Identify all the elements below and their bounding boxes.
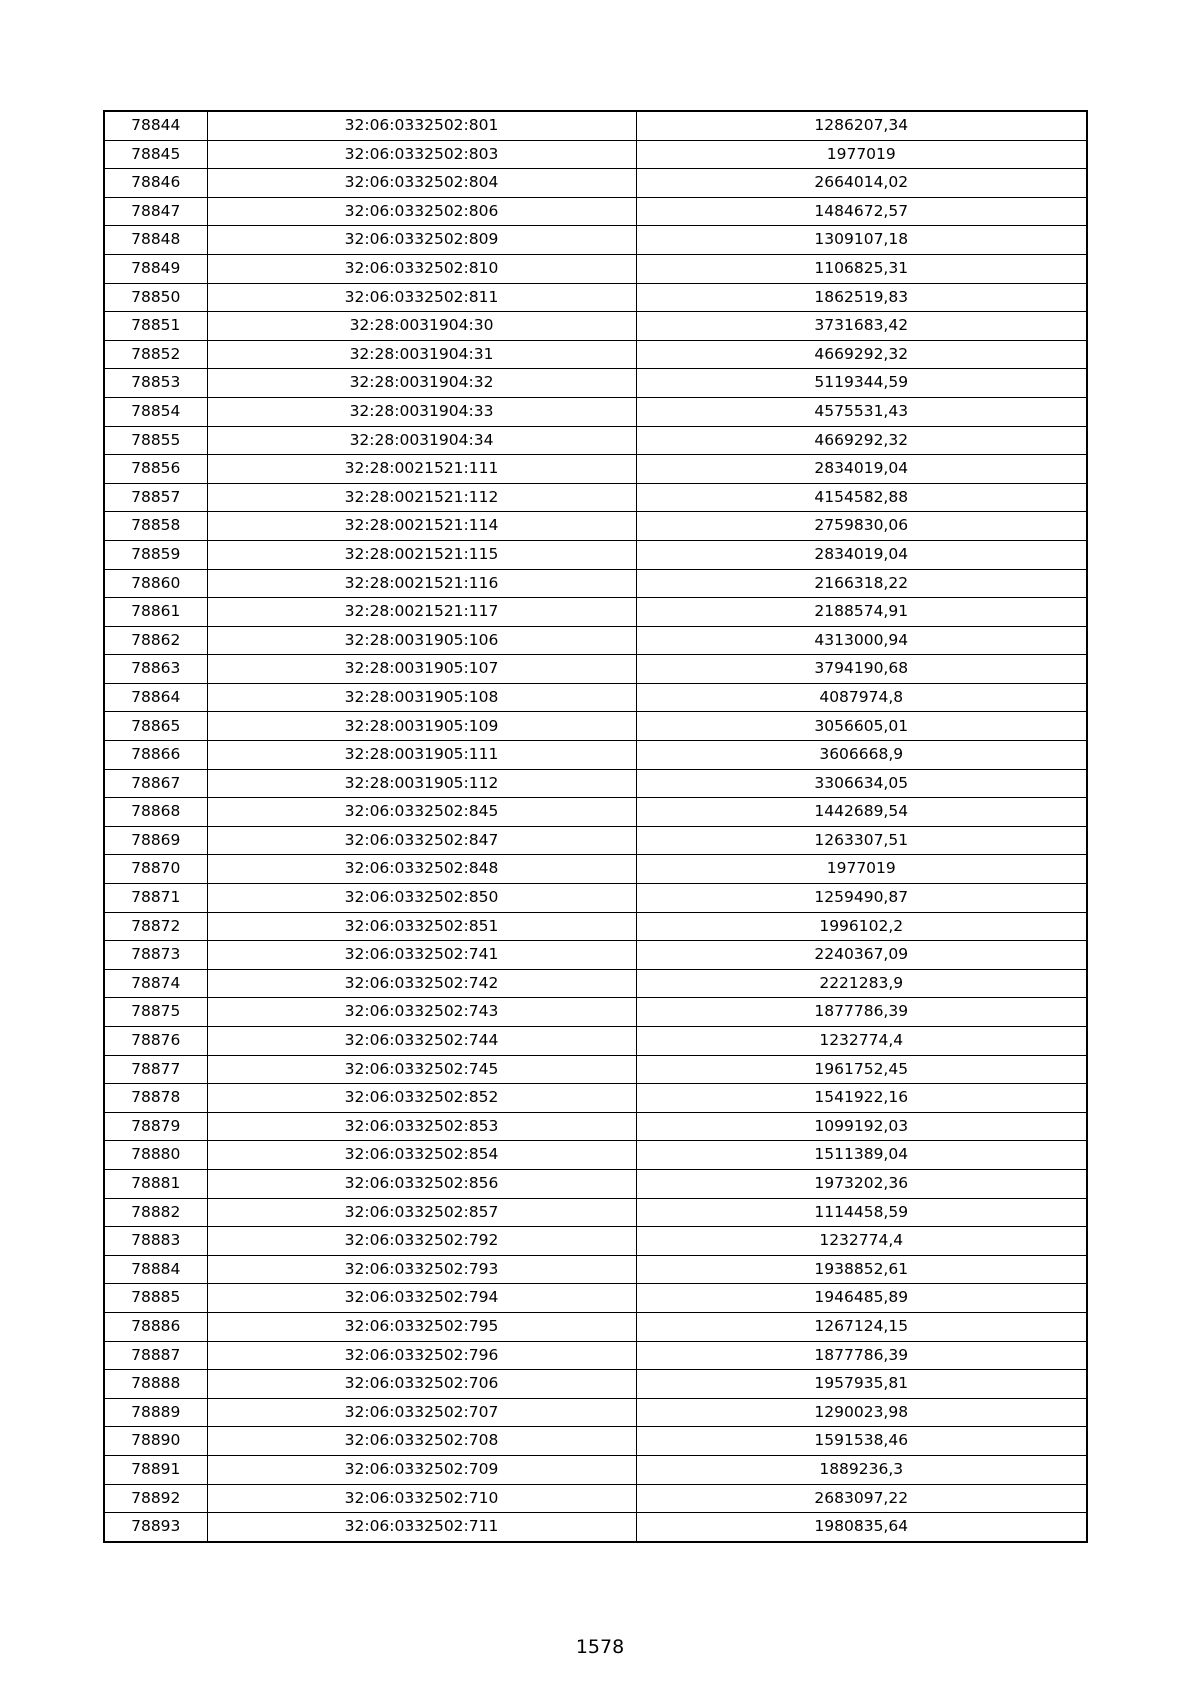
cadastral-number-cell: 32:28:0021521:115 bbox=[207, 540, 636, 569]
row-number-cell: 78890 bbox=[104, 1427, 207, 1456]
row-number-cell: 78852 bbox=[104, 340, 207, 369]
cadastral-value-cell: 1442689,54 bbox=[636, 798, 1087, 827]
cadastral-value-cell: 1263307,51 bbox=[636, 826, 1087, 855]
row-number-cell: 78862 bbox=[104, 626, 207, 655]
table-row bbox=[104, 369, 1087, 398]
cadastral-value-cell: 4669292,32 bbox=[636, 426, 1087, 455]
row-number-cell: 78874 bbox=[104, 969, 207, 998]
row-number-cell: 78879 bbox=[104, 1112, 207, 1141]
row-number-cell: 78844 bbox=[104, 111, 207, 140]
cadastral-number-cell: 32:28:0021521:114 bbox=[207, 512, 636, 541]
row-number-cell: 78870 bbox=[104, 855, 207, 884]
cadastral-value-cell: 1286207,34 bbox=[636, 111, 1087, 140]
cadastral-value-cell: 1267124,15 bbox=[636, 1312, 1087, 1341]
cadastral-number-cell: 32:06:0332502:792 bbox=[207, 1227, 636, 1256]
cadastral-number-cell: 32:06:0332502:742 bbox=[207, 969, 636, 998]
cadastral-value-cell: 1099192,03 bbox=[636, 1112, 1087, 1141]
table-row bbox=[104, 140, 1087, 169]
cadastral-value-cell: 5119344,59 bbox=[636, 369, 1087, 398]
table-row bbox=[104, 712, 1087, 741]
cadastral-value-cell: 2240367,09 bbox=[636, 941, 1087, 970]
cadastral-value-cell: 1977019 bbox=[636, 855, 1087, 884]
row-number-cell: 78868 bbox=[104, 798, 207, 827]
row-number-cell: 78888 bbox=[104, 1370, 207, 1399]
table-body bbox=[104, 111, 1087, 1542]
cadastral-number-cell: 32:28:0031905:106 bbox=[207, 626, 636, 655]
table-row bbox=[104, 111, 1087, 140]
row-number-cell: 78857 bbox=[104, 483, 207, 512]
table-row bbox=[104, 1198, 1087, 1227]
table-row bbox=[104, 1341, 1087, 1370]
table-row bbox=[104, 1513, 1087, 1542]
cadastral-value-cell: 3056605,01 bbox=[636, 712, 1087, 741]
cadastral-number-cell: 32:06:0332502:744 bbox=[207, 1027, 636, 1056]
cadastral-number-cell: 32:28:0031904:30 bbox=[207, 312, 636, 341]
table-row bbox=[104, 1398, 1087, 1427]
cadastral-number-cell: 32:28:0031905:107 bbox=[207, 655, 636, 684]
row-number-cell: 78854 bbox=[104, 397, 207, 426]
row-number-cell: 78848 bbox=[104, 226, 207, 255]
cadastral-value-cell: 3794190,68 bbox=[636, 655, 1087, 684]
row-number-cell: 78845 bbox=[104, 140, 207, 169]
cadastral-number-cell: 32:28:0031904:33 bbox=[207, 397, 636, 426]
row-number-cell: 78873 bbox=[104, 941, 207, 970]
table-row bbox=[104, 569, 1087, 598]
cadastral-value-cell: 4087974,8 bbox=[636, 683, 1087, 712]
table-row bbox=[104, 1141, 1087, 1170]
cadastral-value-cell: 1309107,18 bbox=[636, 226, 1087, 255]
cadastral-number-cell: 32:06:0332502:852 bbox=[207, 1084, 636, 1113]
cadastral-number-cell: 32:06:0332502:793 bbox=[207, 1255, 636, 1284]
row-number-cell: 78856 bbox=[104, 455, 207, 484]
row-number-cell: 78853 bbox=[104, 369, 207, 398]
table-row bbox=[104, 655, 1087, 684]
cadastral-number-cell: 32:28:0031904:34 bbox=[207, 426, 636, 455]
cadastral-value-cell: 1484672,57 bbox=[636, 197, 1087, 226]
row-number-cell: 78849 bbox=[104, 254, 207, 283]
cadastral-value-cell: 1259490,87 bbox=[636, 884, 1087, 913]
cadastral-number-cell: 32:06:0332502:796 bbox=[207, 1341, 636, 1370]
cadastral-number-cell: 32:28:0031905:111 bbox=[207, 741, 636, 770]
cadastral-number-cell: 32:28:0031904:31 bbox=[207, 340, 636, 369]
cadastral-value-cell: 1232774,4 bbox=[636, 1227, 1087, 1256]
cadastral-number-cell: 32:06:0332502:741 bbox=[207, 941, 636, 970]
cadastral-value-cell: 2683097,22 bbox=[636, 1484, 1087, 1513]
table-row bbox=[104, 1284, 1087, 1313]
cadastral-number-cell: 32:06:0332502:854 bbox=[207, 1141, 636, 1170]
cadastral-number-cell: 32:06:0332502:710 bbox=[207, 1484, 636, 1513]
cadastral-value-cell: 1973202,36 bbox=[636, 1169, 1087, 1198]
row-number-cell: 78846 bbox=[104, 169, 207, 198]
table-row bbox=[104, 1169, 1087, 1198]
table-row bbox=[104, 340, 1087, 369]
table-row bbox=[104, 912, 1087, 941]
table-row bbox=[104, 1055, 1087, 1084]
row-number-cell: 78882 bbox=[104, 1198, 207, 1227]
table-row bbox=[104, 1255, 1087, 1284]
cadastral-number-cell: 32:06:0332502:707 bbox=[207, 1398, 636, 1427]
table-row bbox=[104, 826, 1087, 855]
cadastral-number-cell: 32:06:0332502:809 bbox=[207, 226, 636, 255]
row-number-cell: 78851 bbox=[104, 312, 207, 341]
row-number-cell: 78850 bbox=[104, 283, 207, 312]
table-row bbox=[104, 941, 1087, 970]
cadastral-number-cell: 32:28:0021521:116 bbox=[207, 569, 636, 598]
table-row bbox=[104, 884, 1087, 913]
cadastral-number-cell: 32:06:0332502:845 bbox=[207, 798, 636, 827]
table-row bbox=[104, 512, 1087, 541]
table-row bbox=[104, 626, 1087, 655]
table-row bbox=[104, 1312, 1087, 1341]
cadastral-value-cell: 2221283,9 bbox=[636, 969, 1087, 998]
table-row bbox=[104, 283, 1087, 312]
table-row bbox=[104, 1084, 1087, 1113]
cadastral-value-cell: 1946485,89 bbox=[636, 1284, 1087, 1313]
row-number-cell: 78876 bbox=[104, 1027, 207, 1056]
row-number-cell: 78858 bbox=[104, 512, 207, 541]
cadastral-number-cell: 32:06:0332502:853 bbox=[207, 1112, 636, 1141]
table-row bbox=[104, 254, 1087, 283]
cadastral-value-cell: 3606668,9 bbox=[636, 741, 1087, 770]
table-row bbox=[104, 1427, 1087, 1456]
cadastral-value-table bbox=[103, 110, 1088, 1543]
row-number-cell: 78859 bbox=[104, 540, 207, 569]
cadastral-value-cell: 1862519,83 bbox=[636, 283, 1087, 312]
table-row bbox=[104, 1484, 1087, 1513]
cadastral-value-cell: 2834019,04 bbox=[636, 540, 1087, 569]
cadastral-number-cell: 32:06:0332502:711 bbox=[207, 1513, 636, 1542]
row-number-cell: 78872 bbox=[104, 912, 207, 941]
row-number-cell: 78878 bbox=[104, 1084, 207, 1113]
cadastral-value-cell: 1957935,81 bbox=[636, 1370, 1087, 1399]
table-row bbox=[104, 455, 1087, 484]
table-row bbox=[104, 769, 1087, 798]
row-number-cell: 78877 bbox=[104, 1055, 207, 1084]
cadastral-value-cell: 3731683,42 bbox=[636, 312, 1087, 341]
row-number-cell: 78893 bbox=[104, 1513, 207, 1542]
table-row bbox=[104, 197, 1087, 226]
cadastral-number-cell: 32:06:0332502:851 bbox=[207, 912, 636, 941]
table-row bbox=[104, 1027, 1087, 1056]
table-row bbox=[104, 540, 1087, 569]
table-row bbox=[104, 998, 1087, 1027]
row-number-cell: 78863 bbox=[104, 655, 207, 684]
cadastral-number-cell: 32:06:0332502:850 bbox=[207, 884, 636, 913]
cadastral-number-cell: 32:28:0031905:109 bbox=[207, 712, 636, 741]
cadastral-value-cell: 1889236,3 bbox=[636, 1455, 1087, 1484]
table-row bbox=[104, 798, 1087, 827]
cadastral-number-cell: 32:06:0332502:706 bbox=[207, 1370, 636, 1399]
table-row bbox=[104, 1227, 1087, 1256]
cadastral-value-cell: 2188574,91 bbox=[636, 598, 1087, 627]
cadastral-number-cell: 32:06:0332502:847 bbox=[207, 826, 636, 855]
table-row bbox=[104, 969, 1087, 998]
cadastral-number-cell: 32:28:0021521:117 bbox=[207, 598, 636, 627]
table-row bbox=[104, 312, 1087, 341]
row-number-cell: 78881 bbox=[104, 1169, 207, 1198]
table-row bbox=[104, 741, 1087, 770]
row-number-cell: 78883 bbox=[104, 1227, 207, 1256]
cadastral-number-cell: 32:06:0332502:745 bbox=[207, 1055, 636, 1084]
row-number-cell: 78867 bbox=[104, 769, 207, 798]
cadastral-value-cell: 4154582,88 bbox=[636, 483, 1087, 512]
cadastral-number-cell: 32:06:0332502:801 bbox=[207, 111, 636, 140]
row-number-cell: 78855 bbox=[104, 426, 207, 455]
row-number-cell: 78887 bbox=[104, 1341, 207, 1370]
table-row bbox=[104, 397, 1087, 426]
table-row bbox=[104, 1370, 1087, 1399]
cadastral-value-cell: 2664014,02 bbox=[636, 169, 1087, 198]
page-number: 1578 bbox=[575, 1636, 625, 1658]
cadastral-value-cell: 3306634,05 bbox=[636, 769, 1087, 798]
table-row bbox=[104, 483, 1087, 512]
cadastral-number-cell: 32:28:0021521:112 bbox=[207, 483, 636, 512]
cadastral-value-cell: 1877786,39 bbox=[636, 998, 1087, 1027]
table-row bbox=[104, 855, 1087, 884]
cadastral-number-cell: 32:06:0332502:708 bbox=[207, 1427, 636, 1456]
cadastral-number-cell: 32:06:0332502:806 bbox=[207, 197, 636, 226]
cadastral-number-cell: 32:28:0031905:112 bbox=[207, 769, 636, 798]
cadastral-value-cell: 2834019,04 bbox=[636, 455, 1087, 484]
cadastral-value-cell: 2166318,22 bbox=[636, 569, 1087, 598]
cadastral-number-cell: 32:28:0021521:111 bbox=[207, 455, 636, 484]
row-number-cell: 78865 bbox=[104, 712, 207, 741]
cadastral-value-cell: 4575531,43 bbox=[636, 397, 1087, 426]
row-number-cell: 78869 bbox=[104, 826, 207, 855]
cadastral-value-cell: 4313000,94 bbox=[636, 626, 1087, 655]
row-number-cell: 78864 bbox=[104, 683, 207, 712]
table-row bbox=[104, 1112, 1087, 1141]
cadastral-number-cell: 32:06:0332502:795 bbox=[207, 1312, 636, 1341]
row-number-cell: 78847 bbox=[104, 197, 207, 226]
table-row bbox=[104, 426, 1087, 455]
table-row bbox=[104, 169, 1087, 198]
cadastral-number-cell: 32:06:0332502:857 bbox=[207, 1198, 636, 1227]
row-number-cell: 78860 bbox=[104, 569, 207, 598]
row-number-cell: 78885 bbox=[104, 1284, 207, 1313]
row-number-cell: 78875 bbox=[104, 998, 207, 1027]
cadastral-value-cell: 2759830,06 bbox=[636, 512, 1087, 541]
cadastral-number-cell: 32:06:0332502:794 bbox=[207, 1284, 636, 1313]
row-number-cell: 78871 bbox=[104, 884, 207, 913]
cadastral-number-cell: 32:06:0332502:743 bbox=[207, 998, 636, 1027]
cadastral-value-cell: 1977019 bbox=[636, 140, 1087, 169]
cadastral-number-cell: 32:06:0332502:804 bbox=[207, 169, 636, 198]
cadastral-number-cell: 32:06:0332502:803 bbox=[207, 140, 636, 169]
cadastral-number-cell: 32:06:0332502:709 bbox=[207, 1455, 636, 1484]
cadastral-value-cell: 1511389,04 bbox=[636, 1141, 1087, 1170]
cadastral-value-cell: 4669292,32 bbox=[636, 340, 1087, 369]
cadastral-value-cell: 1232774,4 bbox=[636, 1027, 1087, 1056]
cadastral-number-cell: 32:28:0031905:108 bbox=[207, 683, 636, 712]
row-number-cell: 78880 bbox=[104, 1141, 207, 1170]
row-number-cell: 78886 bbox=[104, 1312, 207, 1341]
cadastral-value-cell: 1996102,2 bbox=[636, 912, 1087, 941]
row-number-cell: 78866 bbox=[104, 741, 207, 770]
row-number-cell: 78884 bbox=[104, 1255, 207, 1284]
cadastral-value-cell: 1938852,61 bbox=[636, 1255, 1087, 1284]
cadastral-value-cell: 1877786,39 bbox=[636, 1341, 1087, 1370]
table-row bbox=[104, 598, 1087, 627]
cadastral-value-cell: 1541922,16 bbox=[636, 1084, 1087, 1113]
cadastral-value-cell: 1961752,45 bbox=[636, 1055, 1087, 1084]
table-row bbox=[104, 1455, 1087, 1484]
cadastral-value-cell: 1591538,46 bbox=[636, 1427, 1087, 1456]
cadastral-number-cell: 32:06:0332502:811 bbox=[207, 283, 636, 312]
cadastral-value-cell: 1290023,98 bbox=[636, 1398, 1087, 1427]
cadastral-number-cell: 32:06:0332502:810 bbox=[207, 254, 636, 283]
row-number-cell: 78892 bbox=[104, 1484, 207, 1513]
row-number-cell: 78891 bbox=[104, 1455, 207, 1484]
cadastral-number-cell: 32:28:0031904:32 bbox=[207, 369, 636, 398]
row-number-cell: 78861 bbox=[104, 598, 207, 627]
cadastral-value-cell: 1980835,64 bbox=[636, 1513, 1087, 1542]
cadastral-number-cell: 32:06:0332502:848 bbox=[207, 855, 636, 884]
cadastral-value-cell: 1106825,31 bbox=[636, 254, 1087, 283]
table-row bbox=[104, 683, 1087, 712]
cadastral-value-cell: 1114458,59 bbox=[636, 1198, 1087, 1227]
cadastral-number-cell: 32:06:0332502:856 bbox=[207, 1169, 636, 1198]
row-number-cell: 78889 bbox=[104, 1398, 207, 1427]
table-row bbox=[104, 226, 1087, 255]
